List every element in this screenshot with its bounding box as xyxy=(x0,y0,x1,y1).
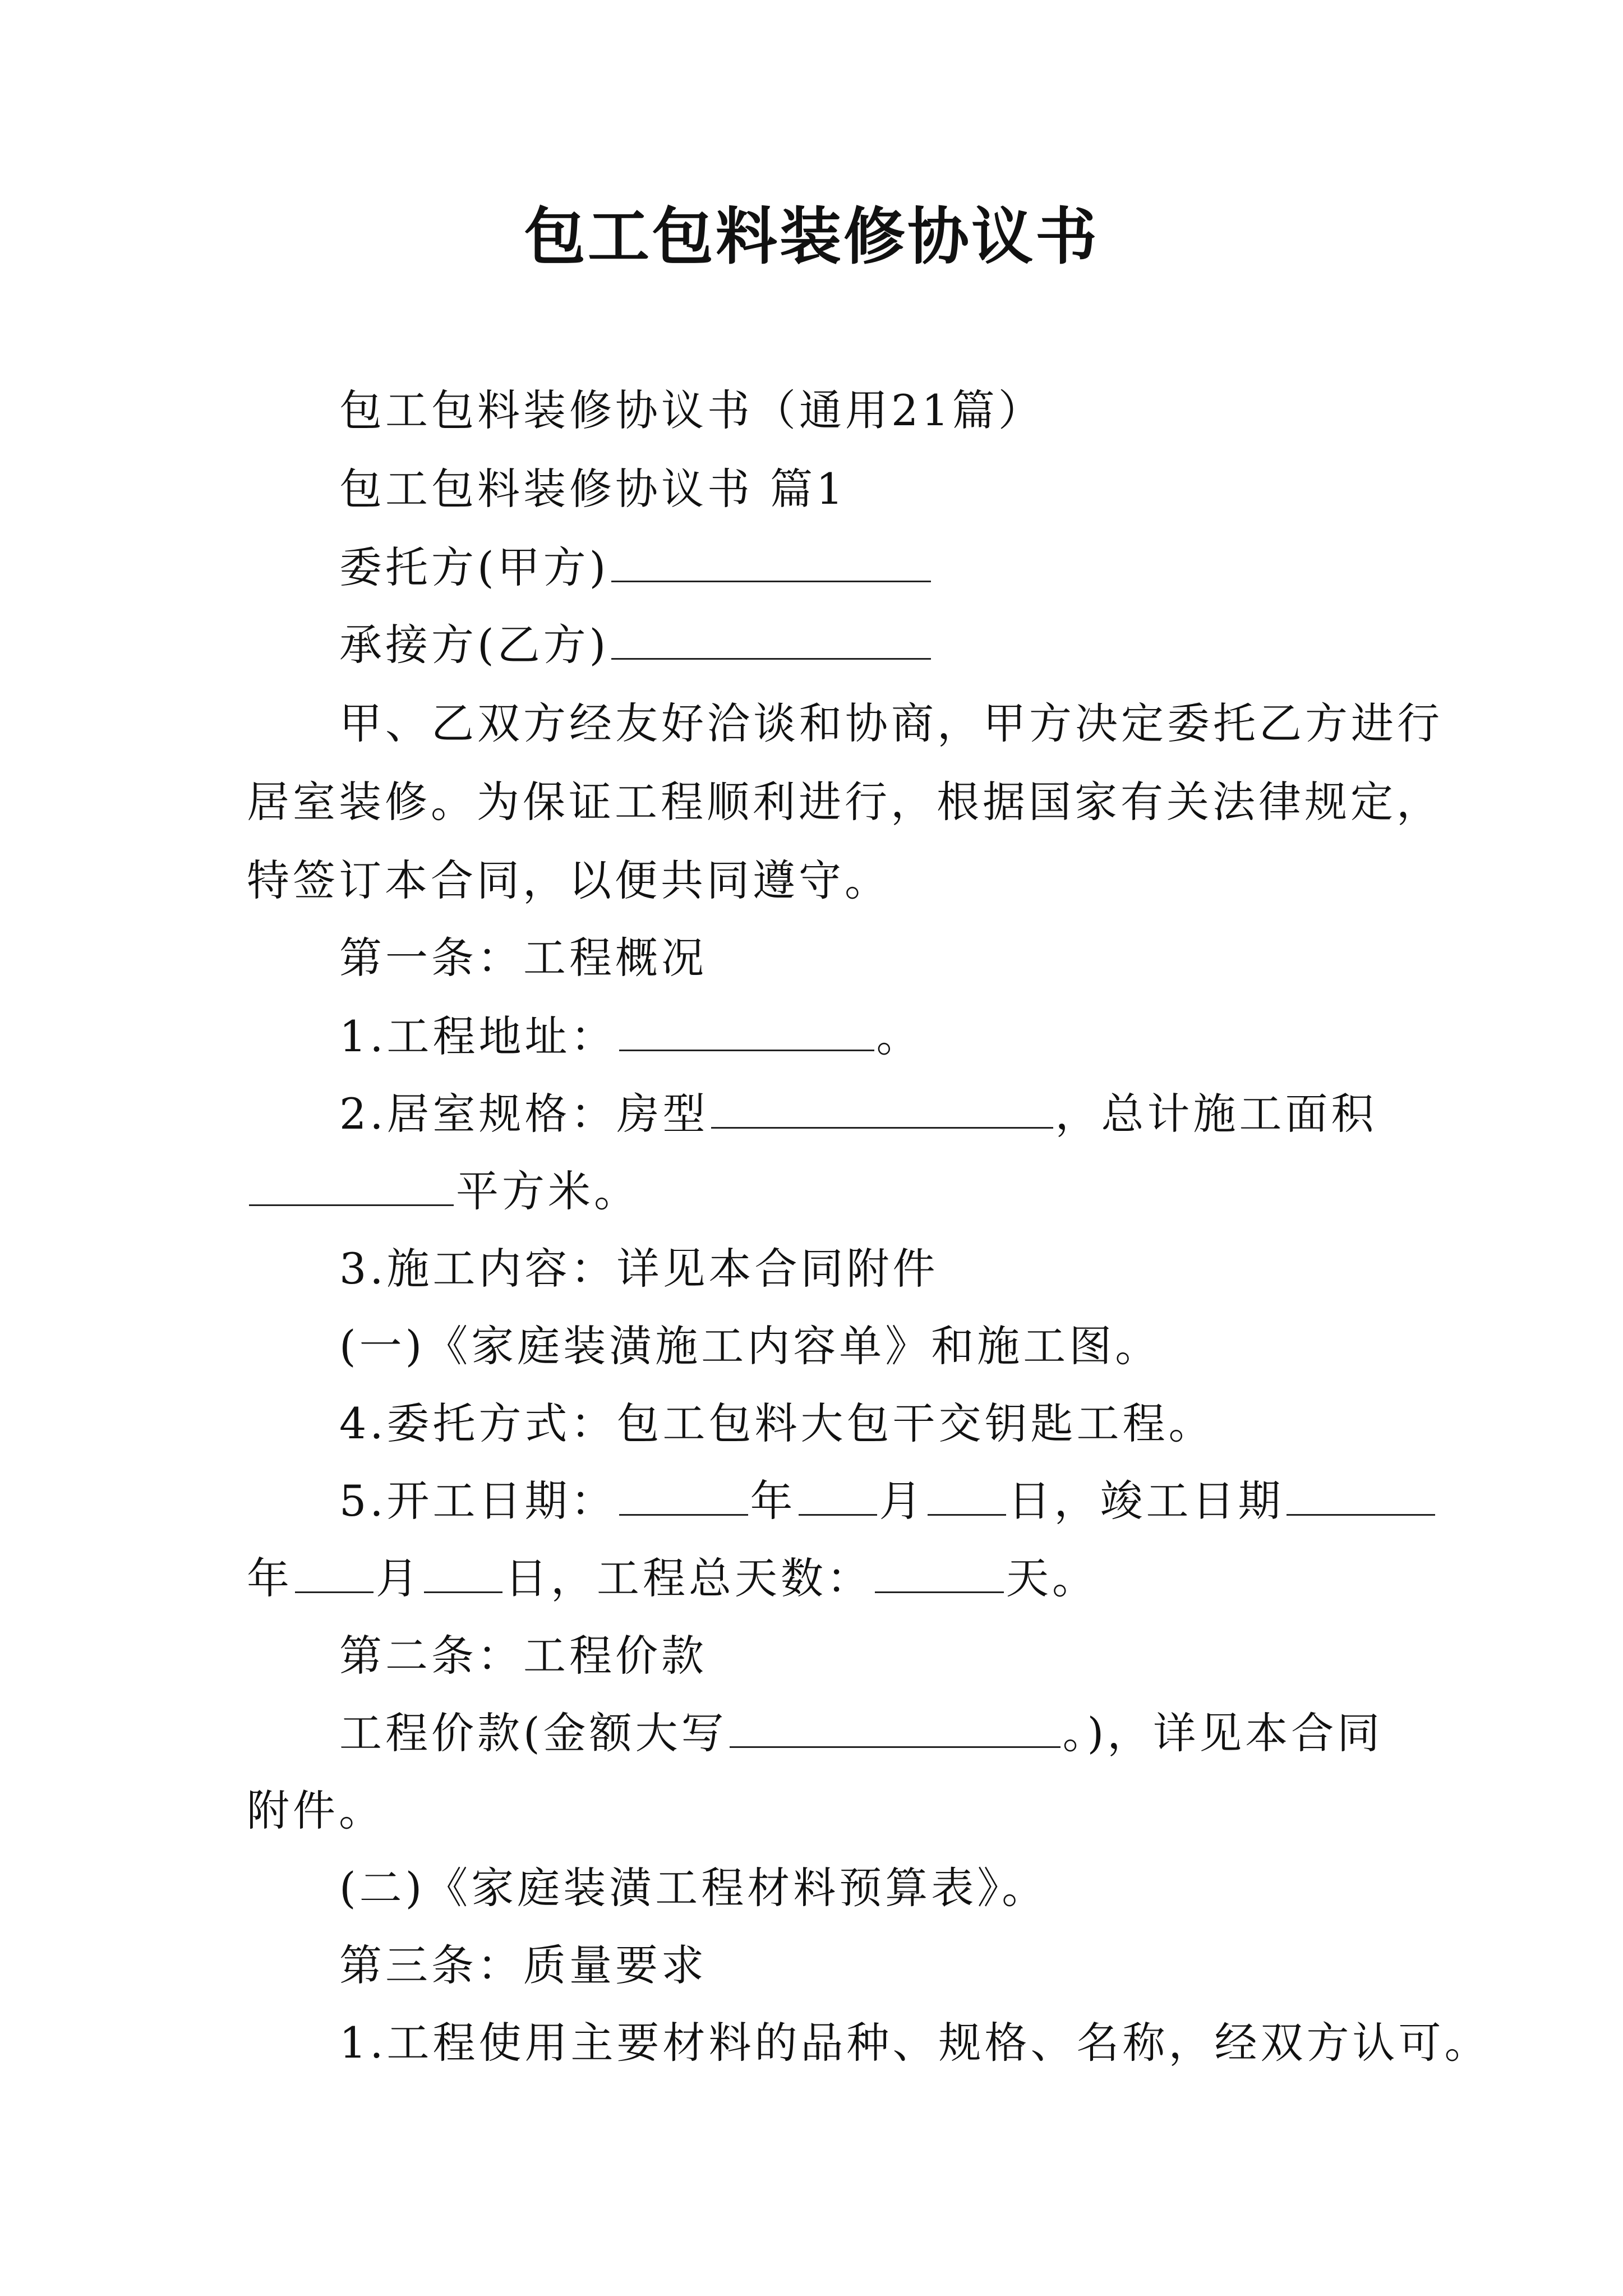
intro-line-2: 居室装修。为保证工程顺利进行，根据国家有关法律规定， xyxy=(247,777,1442,827)
total-days-label: 工程总天数： xyxy=(597,1553,873,1603)
article-1-item-2-cont xyxy=(247,1163,640,1220)
address-blank xyxy=(619,1010,874,1051)
price-amount-blank xyxy=(730,1707,1061,1748)
day-label: 日， xyxy=(505,1553,597,1603)
finish-day-blank xyxy=(424,1552,502,1593)
room-type-blank xyxy=(711,1088,1053,1129)
article-1-item-5-cont xyxy=(247,1550,1098,1607)
intro-line-3: 特签订本合同，以便共同遵守。 xyxy=(247,855,891,905)
article-3-title: 第三条：质量要求 xyxy=(339,1940,707,1990)
party-a-blank xyxy=(611,541,931,582)
year-label: 年 xyxy=(247,1553,293,1603)
finish-date-label: 竣工日期 xyxy=(1100,1476,1284,1526)
price-label: 工程价款(金额大写 xyxy=(339,1708,727,1758)
item-2-label: 2.居室规格：房型 xyxy=(339,1089,709,1139)
party-a-label: 委托方(甲方) xyxy=(339,542,610,592)
article-1-item-2 xyxy=(339,1086,1377,1142)
article-1-item-5 xyxy=(339,1473,1437,1529)
finish-year-blank xyxy=(1287,1475,1435,1516)
day-label: 日， xyxy=(1008,1476,1100,1526)
item-2-end: 平方米。 xyxy=(456,1166,640,1216)
article-1-item-1 xyxy=(339,1009,923,1065)
article-1-item-3-sub: (一)《家庭装潢施工内容单》和施工图。 xyxy=(339,1321,1161,1371)
year-label: 年 xyxy=(750,1476,796,1526)
intro-line-1: 甲、乙双方经友好洽谈和协商，甲方决定委托乙方进行 xyxy=(339,698,1443,748)
party-b-blank xyxy=(611,619,931,660)
article-1-item-3: 3.施工内容：详见本合同附件 xyxy=(339,1244,939,1294)
article-2-title: 第二条：工程价款 xyxy=(339,1631,707,1681)
month-label: 月 xyxy=(879,1476,925,1526)
party-b-label: 承接方(乙方) xyxy=(339,620,610,670)
days-end: 天。 xyxy=(1006,1553,1098,1603)
start-year-blank xyxy=(619,1475,748,1516)
total-days-blank xyxy=(875,1552,1004,1593)
document-subtitle: 包工包料装修协议书（通用21篇） xyxy=(339,385,1044,435)
finish-month-blank xyxy=(295,1552,374,1593)
article-1-title: 第一条：工程概况 xyxy=(339,933,707,983)
article-3-item-1: 1.工程使用主要材料的品种、规格、名称，经双方认可。 xyxy=(339,2018,1491,2068)
article-2-sub: (二)《家庭装潢工程材料预算表》。 xyxy=(339,1863,1048,1913)
item-2-mid: ，总计施工面积 xyxy=(1055,1089,1377,1139)
article-1-item-4: 4.委托方式：包工包料大包干交钥匙工程。 xyxy=(339,1398,1215,1448)
article-2-body-cont: 附件。 xyxy=(247,1786,385,1835)
item-5-label: 5.开工日期： xyxy=(339,1476,617,1526)
party-b-line xyxy=(339,617,933,673)
chapter-heading: 包工包料装修协议书 篇1 xyxy=(339,464,847,514)
party-a-line xyxy=(339,540,933,596)
document-title: 包工包料装修协议书 xyxy=(524,200,1099,273)
price-end: 。)，详见本合同 xyxy=(1062,1708,1384,1758)
area-blank xyxy=(249,1165,454,1206)
month-label: 月 xyxy=(376,1553,422,1603)
article-2-body xyxy=(339,1705,1383,1761)
item-1-end: 。 xyxy=(876,1011,923,1061)
start-day-blank xyxy=(928,1475,1006,1516)
item-1-label: 1.工程地址： xyxy=(339,1011,617,1061)
start-month-blank xyxy=(799,1475,877,1516)
